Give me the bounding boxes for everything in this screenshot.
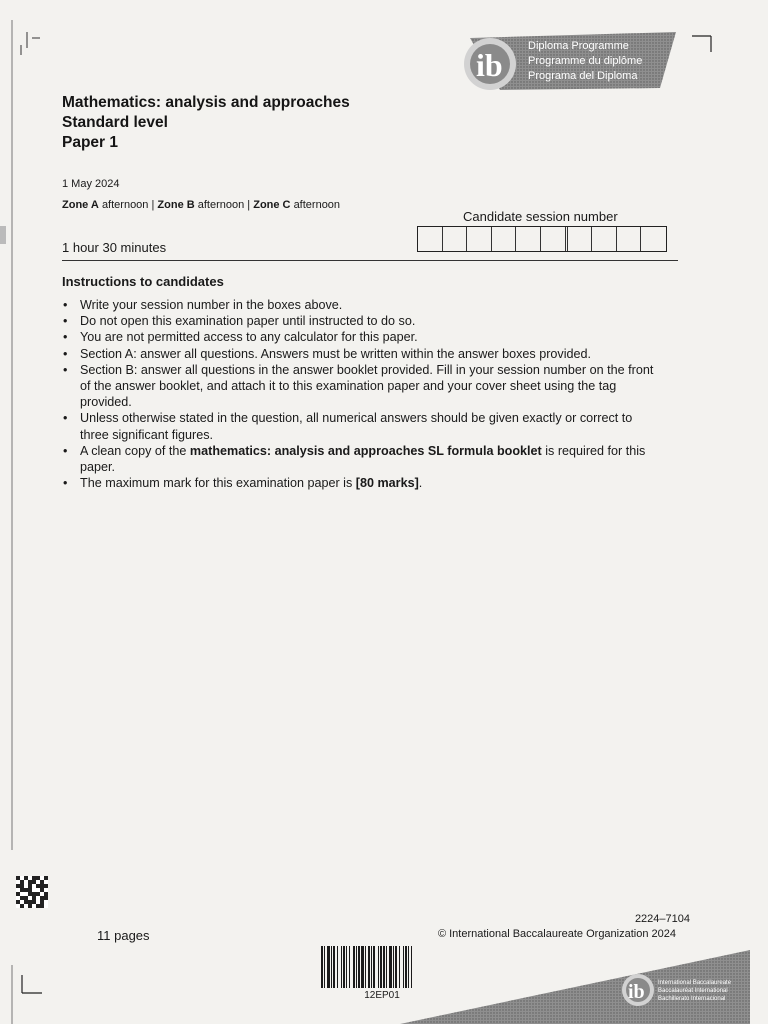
zone-b-time: afternoon	[197, 199, 245, 211]
copyright: © International Baccalaureate Organization 2024	[437, 928, 676, 940]
session-digit-box[interactable]	[467, 227, 492, 251]
instruction-item: • You are not permitted access to any calculator for this paper.	[62, 329, 682, 345]
barcode-bar	[393, 946, 394, 988]
logo-line-1: Diploma Programme	[528, 40, 629, 52]
zones-line	[62, 199, 340, 211]
session-number-boxes[interactable]	[417, 226, 667, 252]
session-digit-box[interactable]	[443, 227, 468, 251]
session-digit-box[interactable]	[492, 227, 517, 251]
barcode-bar	[343, 946, 345, 988]
barcode-bar	[331, 946, 332, 988]
instruction-item: • Section B: answer all questions in the answer booklet provided. Fill in your session number on the front of the answer booklet, and attach it to this examination paper and your cover sheet using the tag provided.	[62, 362, 682, 411]
exam-date: 1 May 2024	[62, 178, 120, 190]
paper-title: Paper 1	[62, 134, 119, 151]
logo-line-3: Programa del Diploma	[528, 70, 638, 82]
instructions-heading: Instructions to candidates	[62, 274, 224, 289]
instruction-item: • Write your session number in the boxes above.	[62, 297, 682, 313]
session-digit-box[interactable]	[541, 227, 566, 251]
instructions-list	[62, 297, 682, 491]
bottom-ib-letter: ib	[628, 981, 645, 1003]
session-digit-box[interactable]	[592, 227, 617, 251]
bottom-logo-line-2: Baccalauréat International	[658, 988, 728, 994]
qr-code	[16, 876, 48, 908]
instruction-item: • Do not open this examination paper until instructed to do so.	[62, 313, 682, 329]
instruction-item-booklet: • A clean copy of the mathematics: analysis and approaches SL formula booklet is required for this paper.	[62, 443, 682, 475]
session-digit-box[interactable]	[617, 227, 642, 251]
barcode-bar	[327, 946, 330, 988]
barcode-bar	[321, 946, 323, 988]
zone-separator: |	[247, 199, 251, 211]
exam-duration: 1 hour 30 minutes	[62, 240, 167, 255]
barcode-bar	[368, 946, 370, 988]
exam-title-block	[62, 93, 350, 153]
barcode-bar	[356, 946, 357, 988]
barcode-bar	[371, 946, 372, 988]
barcode-bar	[389, 946, 392, 988]
bottom-logo-line-3: Bachillerato Internacional	[658, 996, 726, 1002]
barcode-bar	[373, 946, 375, 988]
bottom-ib-logo	[400, 946, 750, 1024]
ib-letter: ib	[476, 47, 503, 83]
session-digit-box[interactable]	[516, 227, 541, 251]
session-digit-box[interactable]	[568, 227, 593, 251]
session-digit-box[interactable]	[418, 227, 443, 251]
barcode-bar	[346, 946, 347, 988]
divider	[62, 260, 678, 261]
level-title: Standard level	[62, 114, 168, 131]
zone-c-time: afternoon	[293, 199, 341, 211]
barcode-bar	[380, 946, 382, 988]
barcode-label: 12EP01	[364, 990, 400, 1001]
barcode-bar	[333, 946, 335, 988]
zone-b-label: Zone B	[157, 199, 195, 211]
instruction-item: • Unless otherwise stated in the question, all numerical answers should be given exactly or correct to three significant figures.	[62, 410, 682, 442]
barcode-bar	[378, 946, 379, 988]
zone-separator: |	[151, 199, 155, 211]
barcode-bar	[337, 946, 338, 988]
logo-line-2: Programme du diplôme	[528, 55, 643, 67]
barcode-bar	[386, 946, 387, 988]
barcode-bar	[349, 946, 350, 988]
session-digit-box[interactable]	[641, 227, 666, 251]
barcode-bar	[341, 946, 342, 988]
session-number-label: Candidate session number	[463, 209, 618, 224]
paper-code: 2224–7104	[634, 913, 690, 925]
zone-a-time: afternoon	[101, 199, 149, 211]
zone-a-label: Zone A	[62, 199, 99, 211]
instruction-item: • Section A: answer all questions. Answers must be written within the answer boxes provided.	[62, 346, 682, 362]
subject-title: Mathematics: analysis and approaches	[62, 94, 350, 111]
barcode-bar	[361, 946, 364, 988]
zone-c-label: Zone C	[253, 199, 291, 211]
ib-logo	[460, 30, 676, 92]
barcode-bar	[395, 946, 397, 988]
barcode-bar	[383, 946, 385, 988]
instruction-item-marks: • The maximum mark for this examination paper is [80 marks].	[62, 475, 682, 491]
barcode-bar	[324, 946, 325, 988]
bottom-logo-line-1: International Baccalaureate	[658, 980, 732, 986]
page-count: 11 pages	[97, 928, 150, 943]
barcode-bar	[353, 946, 355, 988]
barcode-bar	[365, 946, 366, 988]
barcode-bar	[358, 946, 360, 988]
